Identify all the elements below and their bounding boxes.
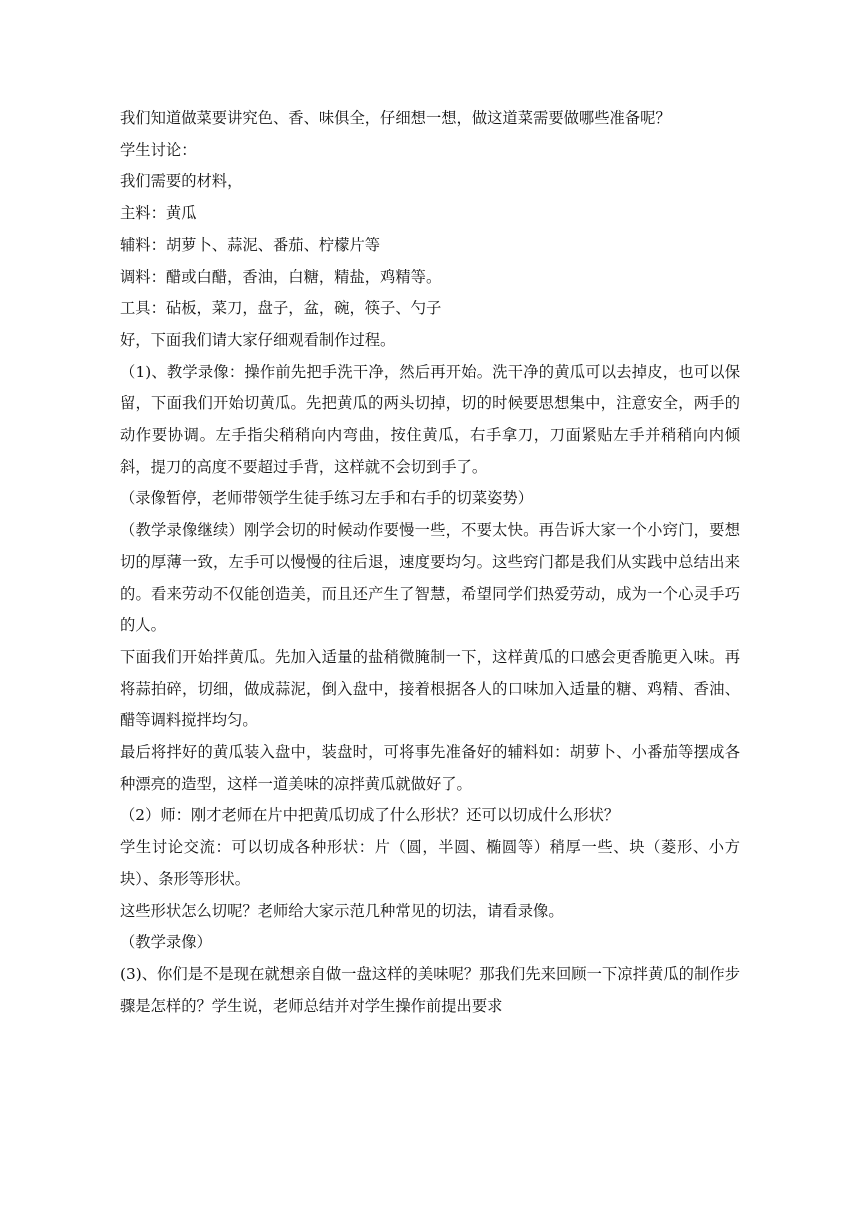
plating-paragraph: 最后将拌好的黄瓜装入盘中，装盘时，可将事先准备好的辅料如：胡萝卜、小番茄等摆成各种漂亮的造型，这样一道美味的凉拌黄瓜就做好了。 xyxy=(120,743,740,793)
watch-process-line: 好，下面我们请大家仔细观看制作过程。 xyxy=(120,330,396,349)
video-paused-note: （录像暂停，老师带领学生徒手练习左手和右手的切菜姿势） xyxy=(120,489,534,508)
student-discussion-label: 学生讨论： xyxy=(120,140,197,159)
teaching-video-note: （教学录像） xyxy=(120,933,212,952)
materials-heading: 我们需要的材料， xyxy=(120,172,243,191)
mixing-paragraph: 下面我们开始拌黄瓜。先加入适量的盐稍微腌制一下，这样黄瓜的口感会更香脆更入味。再将蒜拍碎，切细，做成蒜泥，倒入盘中，接着根据各人的口味加入适量的糖、鸡精、香油、醋等调料搅拌均匀。 xyxy=(120,647,740,730)
step-1-video-paragraph: （1)、教学录像：操作前先把手洗干净，然后再开始。洗干净的黄瓜可以去掉皮，也可以保留，下面我们开始切黄瓜。先把黄瓜的两头切掉，切的时候要思想集中，注意安全，两手的动作要协调。左手指尖稍稍向内弯曲，按住黄瓜，右手拿刀，刀面紧贴左手并稍稍向内倾斜，提刀的高度不要超过手背，这样就不会切到手了。 xyxy=(120,362,740,476)
tools: 工具：砧板，菜刀，盘子，盆，碗，筷子、勺子 xyxy=(120,299,442,318)
shapes-discussion: 学生讨论交流：可以切成各种形状：片（圆，半圆、椭圆等）稍厚一些、块（菱形、小方块）、条形等形状。 xyxy=(120,838,740,888)
side-ingredients: 辅料：胡萝卜、蒜泥、番茄、柠檬片等 xyxy=(120,235,381,254)
document-body xyxy=(120,103,740,1022)
step-2-question: （2）师：刚才老师在片中把黄瓜切成了什么形状？还可以切成什么形状？ xyxy=(120,806,620,825)
step-3-paragraph: (3)、你们是不是现在就想亲自做一盘这样的美味呢？那我们先来回顾一下凉拌黄瓜的制作步骤是怎样的？学生说，老师总结并对学生操作前提出要求 xyxy=(120,964,740,1015)
video-continued-paragraph: （教学录像继续）刚学会切的时候动作要慢一些，不要太快。再告诉大家一个小窍门，要想切的厚薄一致，左手可以慢慢的往后退，速度要均匀。这些窍门都是我们从实践中总结出来的。看来劳动不仅能创造美，而且还产生了智慧，希望同学们热爱劳动，成为一个心灵手巧的人。 xyxy=(120,521,740,635)
main-ingredient: 主料：黄瓜 xyxy=(120,204,197,223)
seasonings: 调料：醋或白醋，香油，白糖，精盐，鸡精等。 xyxy=(120,267,442,286)
intro-question: 我们知道做菜要讲究色、香、味俱全，仔细想一想，做这道菜需要做哪些准备呢？ xyxy=(120,109,671,127)
demo-line: 这些形状怎么切呢？老师给大家示范几种常见的切法，请看录像。 xyxy=(120,901,564,920)
